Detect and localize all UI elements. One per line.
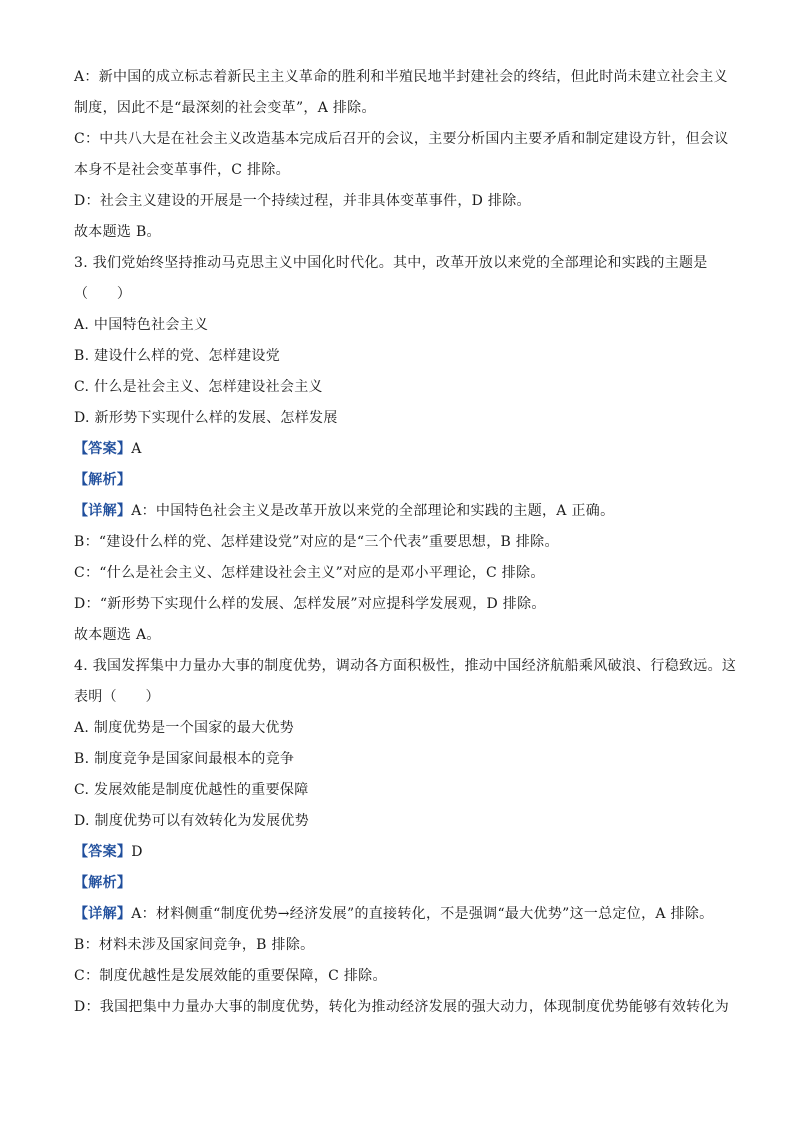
q3-answer <box>74 434 724 465</box>
q3-analysis-heading <box>74 465 724 496</box>
q3-option-d: D. 新形势下实现什么样的发展、怎样发展 <box>74 410 338 426</box>
detail-text: A：中国特色社会主义是改革开放以来党的全部理论和实践的主题，A 正确。 <box>131 503 615 519</box>
q2-explanation-c-line2: 本身不是社会变革事件，C 排除。 <box>74 162 290 178</box>
q2-explanation-d: D：社会主义建设的开展是一个持续过程，并非具体变革事件，D 排除。 <box>74 193 531 209</box>
q4-option-b: B. 制度竞争是国家间最根本的竞争 <box>74 751 295 767</box>
q2-explanation-a-line2: 制度，因此不是“最深刻的社会变革”，A 排除。 <box>74 100 376 116</box>
q3-option-a: A. 中国特色社会主义 <box>74 317 209 333</box>
q4-answer <box>74 837 724 868</box>
q4-stem-line1: 4. 我国发挥集中力量办大事的制度优势，调动各方面积极性，推动中国经济航船乘风破浪、行稳致远。这 <box>74 658 737 674</box>
q2-explanation-c-line1: C：中共八大是在社会主义改造基本完成后召开的会议，主要分析国内主要矛盾和制定建设方针，但会议 <box>74 131 729 147</box>
q2-conclusion: 故本题选 B。 <box>74 224 161 240</box>
q3-option-b: B. 建设什么样的党、怎样建设党 <box>74 348 280 364</box>
q3-conclusion: 故本题选 A。 <box>74 627 161 643</box>
q3-detail-c: C：“什么是社会主义、怎样建设社会主义”对应的是邓小平理论，C 排除。 <box>74 565 545 581</box>
answer-tag: 【答案】 <box>74 441 132 457</box>
q4-option-c: C. 发展效能是制度优越性的重要保障 <box>74 782 309 798</box>
answer-tag: 【答案】 <box>74 844 132 860</box>
q4-detail-a <box>74 899 724 930</box>
q3-stem-line2: （ ） <box>74 286 132 302</box>
q4-stem-line2: 表明（ ） <box>74 689 160 705</box>
q3-detail-b: B：“建设什么样的党、怎样建设党”对应的是“三个代表”重要思想，B 排除。 <box>74 534 559 550</box>
q4-option-a: A. 制度优势是一个国家的最大优势 <box>74 720 295 736</box>
q2-explanation-a-line1: A：新中国的成立标志着新民主主义革命的胜利和半殖民地半封建社会的终结，但此时尚未建立社会主义 <box>74 69 728 85</box>
document-page <box>74 62 737 1023</box>
answer-value: D <box>131 844 143 860</box>
q3-detail-a <box>74 496 724 527</box>
detail-tag: 【详解】 <box>74 906 132 922</box>
q4-analysis-heading <box>74 868 724 899</box>
analysis-tag: 【解析】 <box>74 875 132 891</box>
q4-detail-d: D：我国把集中力量办大事的制度优势，转化为推动经济发展的强大动力，体现制度优势能够有效转化为 <box>74 999 730 1015</box>
analysis-tag: 【解析】 <box>74 472 132 488</box>
q3-option-c: C. 什么是社会主义、怎样建设社会主义 <box>74 379 323 395</box>
detail-text: A：材料侧重“制度优势→经济发展”的直接转化，不是强调“最大优势”这一总定位，A 排除。 <box>131 906 714 922</box>
q4-detail-b: B：材料未涉及国家间竞争，B 排除。 <box>74 937 315 953</box>
q3-stem-line1: 3. 我们党始终坚持推动马克思主义中国化时代化。其中，改革开放以来党的全部理论和实践的主题是 <box>74 255 708 271</box>
answer-value: A <box>131 441 142 457</box>
q3-detail-d: D：“新形势下实现什么样的发展、怎样发展”对应提科学发展观，D 排除。 <box>74 596 546 612</box>
detail-tag: 【详解】 <box>74 503 132 519</box>
q4-option-d: D. 制度优势可以有效转化为发展优势 <box>74 813 310 829</box>
q4-detail-c: C：制度优越性是发展效能的重要保障，C 排除。 <box>74 968 387 984</box>
